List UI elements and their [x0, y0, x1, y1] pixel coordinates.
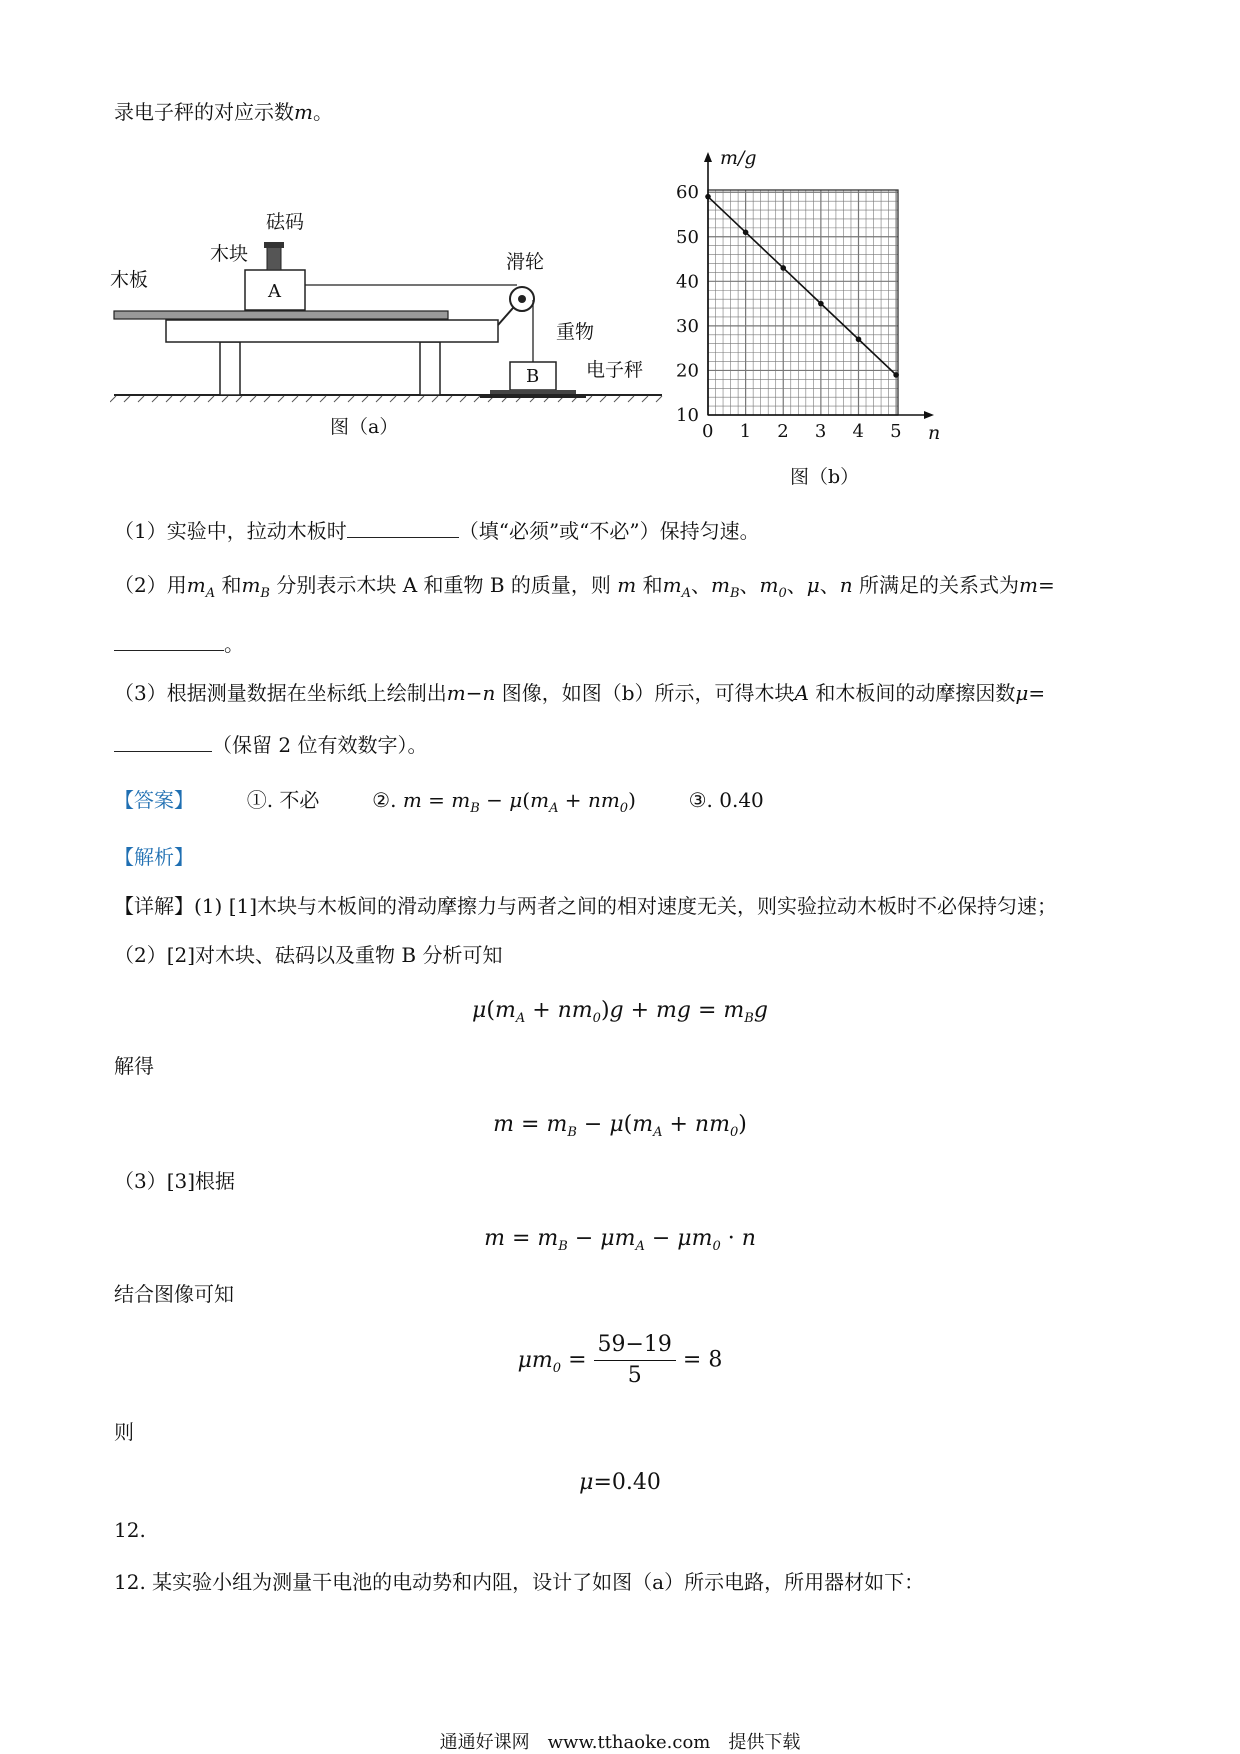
data-point	[893, 372, 899, 378]
label-B: B	[526, 366, 540, 387]
footer: 通通好课网 www.tthaoke.com 提供下载	[439, 1732, 801, 1753]
equation-5: μ=0.40	[579, 1470, 661, 1495]
answer-blank-1[interactable]	[347, 515, 459, 538]
y-axis-arrow	[704, 152, 712, 162]
x-tick-label: 3	[814, 421, 827, 442]
answer-line: 【答案】 ①. 不必 ②. $m = m_B - \mu(m_A + nm_0)$ ③. 0.40	[114, 788, 764, 816]
data-point	[743, 230, 749, 236]
question-1: （1）实验中，拉动木板时 （填“必须”或“不必”）保持匀速。	[114, 515, 760, 545]
x-axis-arrow	[924, 411, 934, 419]
figure-a-setup	[110, 200, 670, 410]
label-pulley: 滑轮	[506, 251, 545, 273]
answer-blank-2[interactable]	[114, 628, 224, 651]
figure-b-caption: 图（b）	[790, 466, 860, 488]
figure-b-chart	[660, 150, 990, 465]
q12-text: 12. 某实验小组为测量干电池的电动势和内阻，设计了如图（a）所示电路，所用器材如下：	[114, 1570, 925, 1594]
y-tick-label: 10	[676, 405, 699, 426]
data-point	[818, 301, 824, 307]
question-3: （3）根据测量数据在坐标纸上绘制出m−n 图像，如图（b）所示，可得木块A 和木板间的动摩擦因数μ=	[114, 681, 1046, 705]
y-tick-label: 20	[676, 360, 699, 382]
label-block: 木块	[210, 243, 249, 265]
data-point	[780, 265, 786, 271]
q12-number: 12.	[114, 1518, 146, 1542]
detail-line-3: （3）[3]根据	[114, 1169, 236, 1193]
y-tick-label: 40	[676, 271, 699, 293]
answer-tag: 【答案】	[114, 788, 194, 812]
x-axis-label: n	[928, 422, 941, 444]
solve-label: 解得	[114, 1054, 154, 1078]
data-point	[705, 194, 711, 200]
x-tick-label: 4	[852, 421, 864, 442]
question-2: （2）用$m_A$ 和$m_B$ 分别表示木块 A 和重物 B 的质量，则 m 和$m_A$、$m_B$、$m_0$、μ、n 所满足的关系式为m=	[114, 573, 1055, 601]
x-tick-label: 5	[890, 421, 902, 442]
equation-4: $\mu m_0$ = $\frac{59-19}{5}$ = 8	[0, 1330, 1240, 1391]
x-tick-label: 2	[777, 421, 789, 442]
equation-3: $m = m_B - \mu m_A - \mu m_0 \cdot n$	[484, 1226, 756, 1254]
y-tick-label: 50	[676, 226, 699, 248]
question-3-blank-line: （保留 2 位有效数字）。	[114, 729, 427, 759]
y-tick-label: 60	[676, 182, 699, 204]
answer-blank-3[interactable]	[114, 729, 212, 752]
label-scale: 电子秤	[586, 359, 644, 381]
combine-label: 结合图像可知	[114, 1282, 234, 1306]
label-weight: 砝码	[266, 211, 305, 233]
detail-line-2: （2）[2]对木块、砝码以及重物 B 分析可知	[114, 943, 503, 967]
intro-line: 录电子秤的对应示数m。	[114, 100, 333, 124]
y-tick-label: 30	[676, 315, 699, 337]
data-point	[856, 336, 862, 342]
equation-2: $m = m_B - \mu(m_A + nm_0)$	[493, 1112, 747, 1140]
y-axis-label: m/g	[720, 150, 757, 169]
x-tick-label: 0	[702, 421, 714, 442]
fraction: $\frac{59-19}{5}$	[594, 1330, 676, 1391]
detail-line-1: 【详解】(1) [1]木块与木板间的滑动摩擦力与两者之间的相对速度无关，则实验拉动木板时不必保持匀速；	[114, 894, 1058, 918]
question-2-blank-line: 。	[114, 628, 244, 658]
label-board: 木板	[110, 269, 149, 291]
equation-1: $\mu(m_A + nm_0)g$ + mg = $m_Bg$	[472, 998, 768, 1026]
series-line	[708, 197, 896, 375]
label-A: A	[268, 281, 281, 302]
then-label: 则	[114, 1420, 134, 1444]
x-tick-label: 1	[739, 421, 752, 442]
figure-a-caption: 图（a）	[330, 416, 399, 438]
analysis-tag: 【解析】	[114, 845, 194, 869]
label-heavy: 重物	[556, 321, 595, 343]
